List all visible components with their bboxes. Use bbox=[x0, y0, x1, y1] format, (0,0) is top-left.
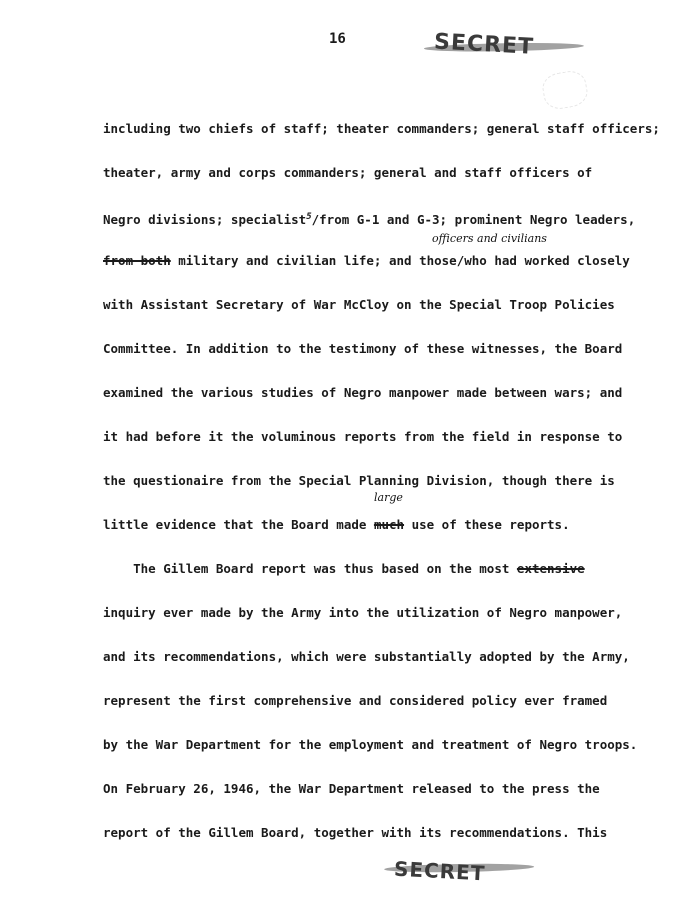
struck-from-both: from both bbox=[103, 253, 171, 268]
secret-stamp-bottom-text: SECRET bbox=[393, 856, 487, 886]
secret-stamp-top-text: SECRET bbox=[433, 29, 535, 60]
footnote-mark: 5 bbox=[306, 212, 312, 222]
text-line-3 bbox=[103, 209, 635, 228]
text-line-13: and its recommendations, which were substantially adopted by the Army, bbox=[103, 649, 630, 664]
text-line-7: examined the various studies of Negro manpower made between wars; and bbox=[103, 385, 623, 400]
text-line-10c: use of these reports. bbox=[404, 517, 570, 532]
text-line-12: inquiry ever made by the Army into the utilization of Negro manpower, bbox=[103, 605, 623, 620]
secret-stamp-bottom bbox=[393, 857, 524, 888]
handwritten-large-note: large bbox=[374, 491, 403, 504]
text-line-9: the questionaire from the Special Planning Division, though there is bbox=[103, 473, 615, 488]
text-line-10 bbox=[103, 517, 570, 533]
handwritten-officers-note: officers and civilians bbox=[432, 232, 547, 245]
faint-stamp-mark bbox=[540, 68, 590, 111]
text-line-16: On February 26, 1946, the War Department released to the press the bbox=[103, 781, 600, 796]
text-line-14: represent the first comprehensive and considered policy ever framed bbox=[103, 693, 608, 708]
text-line-6: Committee. In addition to the testimony of these witnesses, the Board bbox=[103, 341, 623, 356]
text-line-10a: little evidence that the Board made bbox=[103, 517, 374, 532]
text-line-15: by the War Department for the employment and treatment of Negro troops. bbox=[103, 737, 638, 752]
text-line-4b: military and civilian life; and those/who had worked closely bbox=[170, 253, 630, 268]
text-line-11 bbox=[103, 561, 585, 577]
text-line-5: with Assistant Secretary of War McCloy on the Special Troop Policies bbox=[103, 297, 615, 312]
struck-much: much bbox=[373, 517, 405, 532]
text-line-2: theater, army and corps commanders; general and staff officers of bbox=[103, 165, 593, 180]
secret-stamp-top bbox=[433, 30, 604, 64]
text-line-4 bbox=[103, 253, 630, 269]
struck-extensive: extensive bbox=[516, 561, 585, 576]
text-line-3a: Negro divisions; specialist bbox=[103, 212, 307, 228]
text-line-11a: The Gillem Board report was thus based on the most bbox=[103, 561, 517, 576]
text-line-8: it had before it the voluminous reports from the field in response to bbox=[103, 429, 623, 444]
text-line-1: including two chiefs of staff; theater commanders; general staff officers; bbox=[103, 121, 660, 136]
text-line-17: report of the Gillem Board, together with its recommendations. This bbox=[103, 825, 608, 840]
page-number: 16 bbox=[329, 31, 346, 47]
text-line-3b: /from G-1 and G-3; prominent Negro leaders, bbox=[311, 212, 636, 228]
